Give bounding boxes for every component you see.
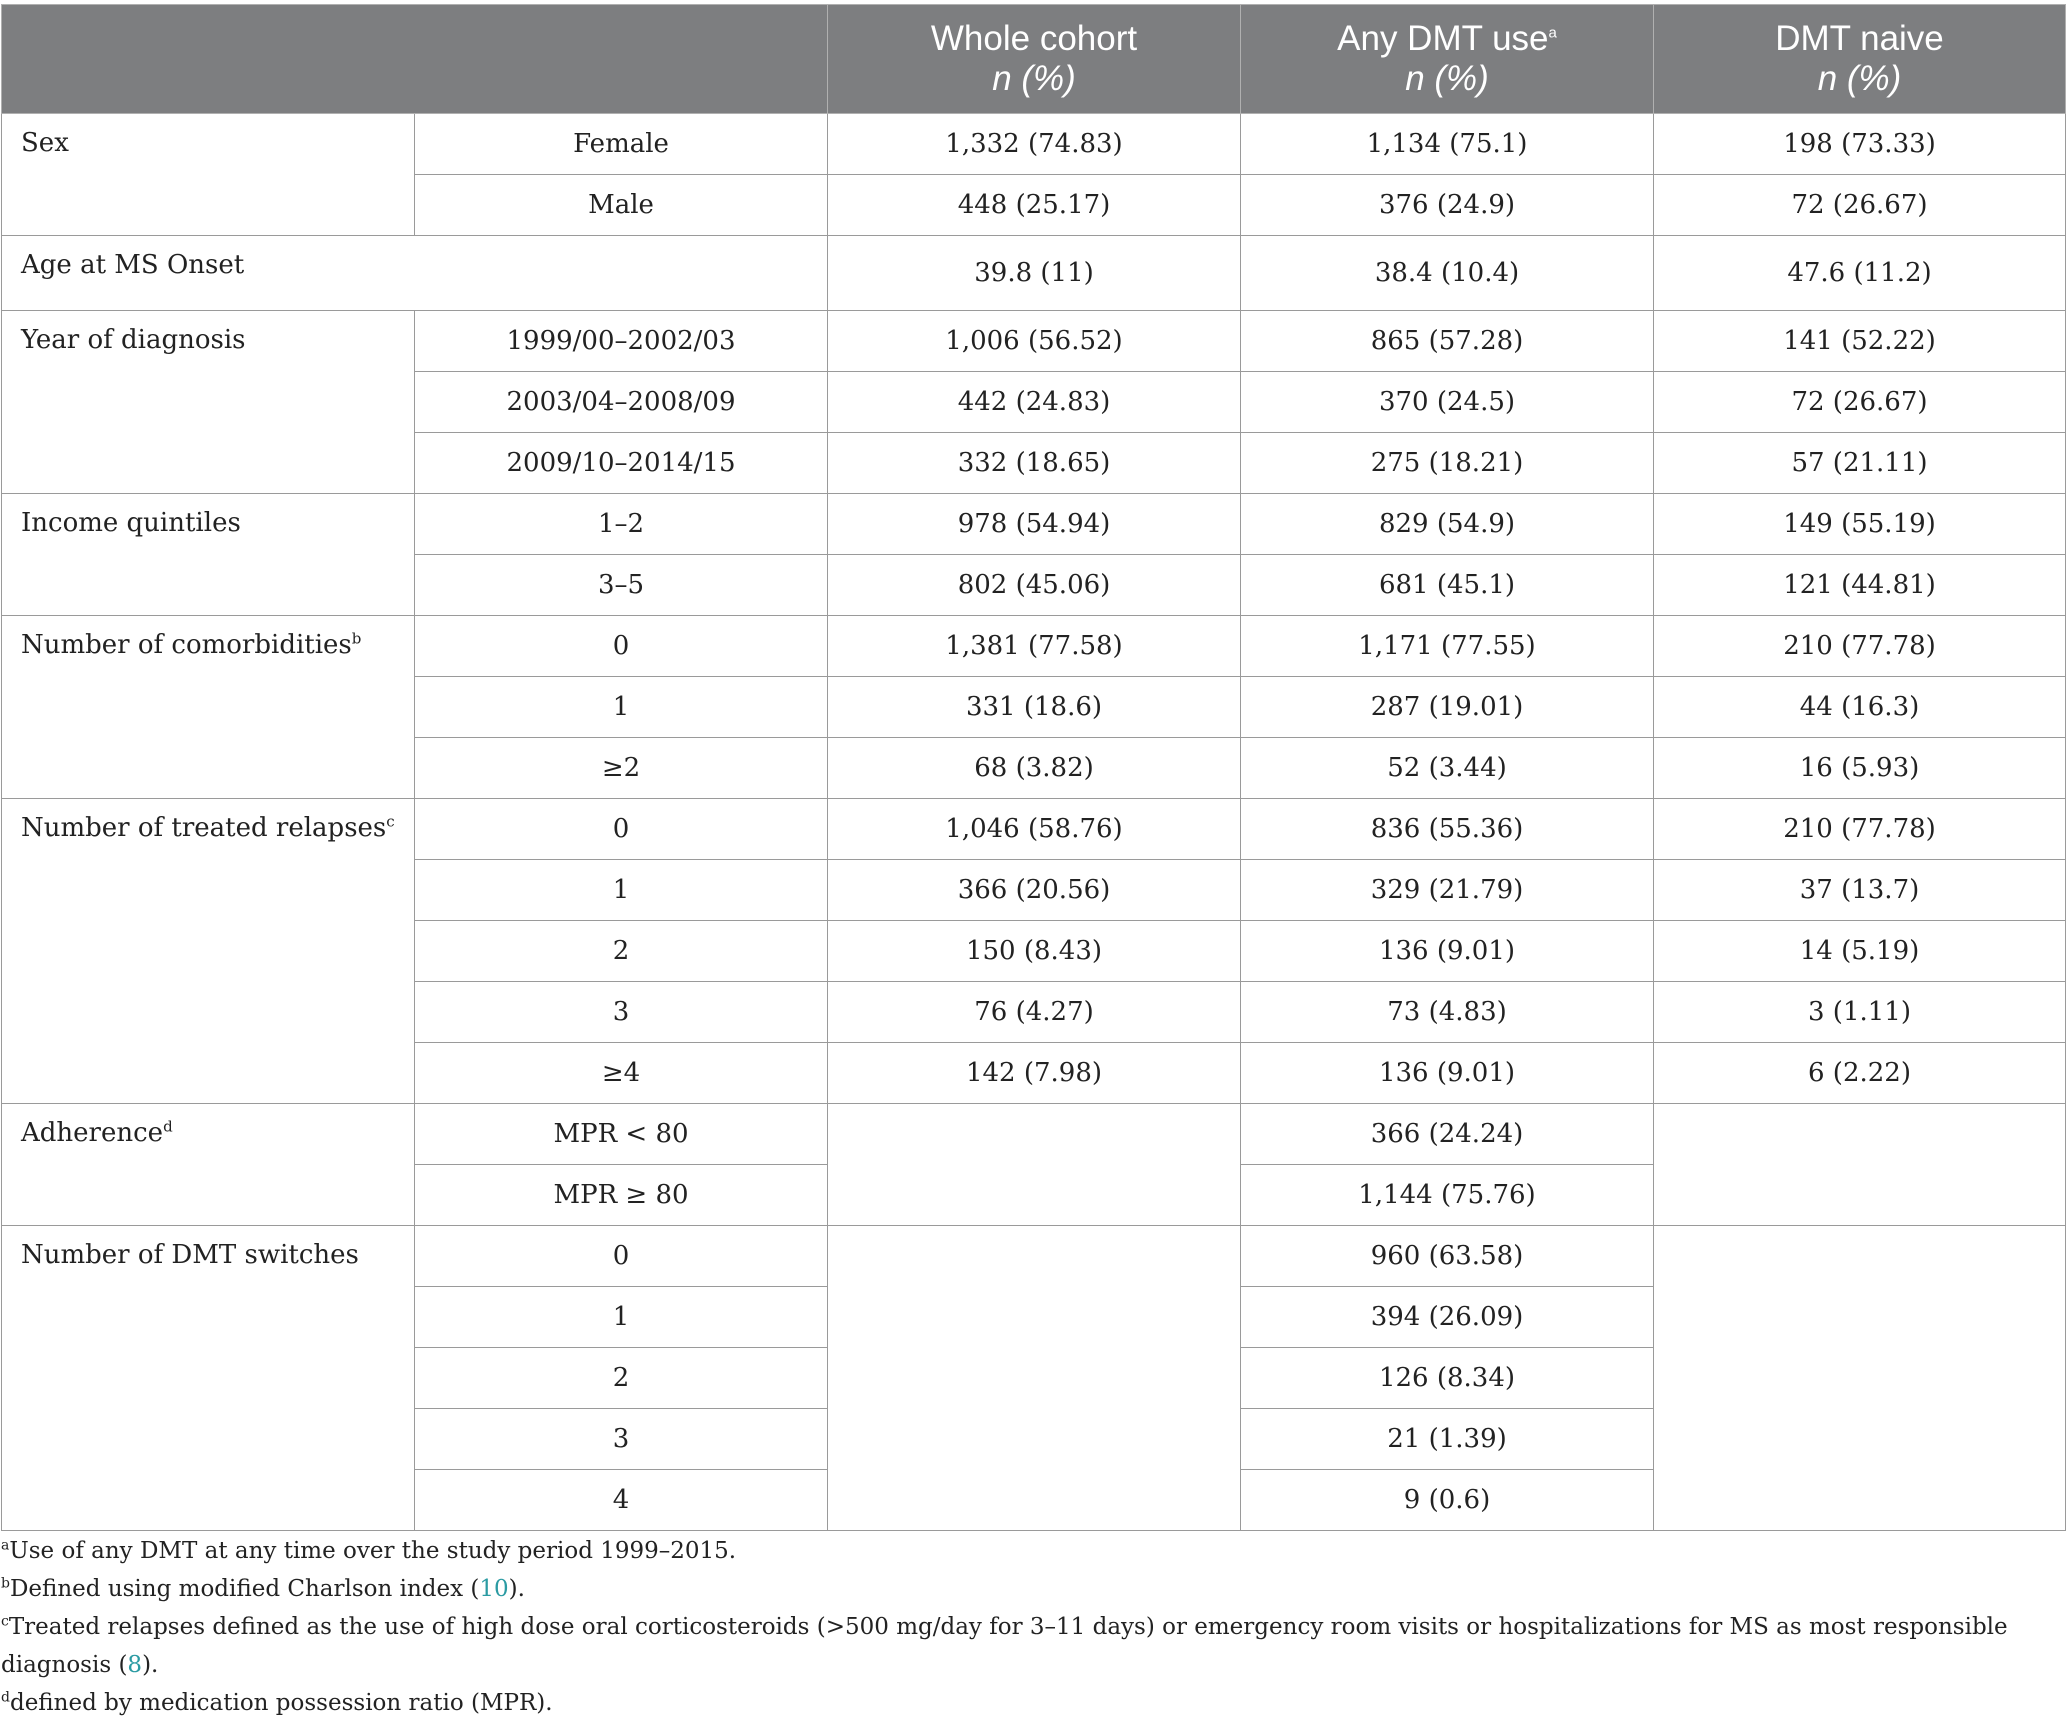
table-row (2, 799, 2066, 860)
cell-dmt-naive: 16 (5.93) (1654, 738, 2066, 799)
row-sublabel: 2003/04–2008/09 (415, 372, 828, 433)
cell-any-dmt-use: 829 (54.9) (1241, 494, 1654, 555)
cell-whole-cohort: 1,006 (56.52) (828, 311, 1241, 372)
row-sublabel: Female (415, 114, 828, 175)
cell-whole-cohort: 366 (20.56) (828, 860, 1241, 921)
row-sublabel: 4 (415, 1470, 828, 1531)
cell-dmt-naive: 210 (77.78) (1654, 799, 2066, 860)
table-body (2, 114, 2066, 1531)
cell-any-dmt-use: 329 (21.79) (1241, 860, 1654, 921)
row-sublabel: 1999/00–2002/03 (415, 311, 828, 372)
cell-dmt-naive: 44 (16.3) (1654, 677, 2066, 738)
header-subtitle: n (%) (1817, 59, 1902, 98)
cell-dmt-naive: 72 (26.67) (1654, 372, 2066, 433)
cell-whole-cohort: 1,332 (74.83) (828, 114, 1241, 175)
row-group-label (2, 616, 415, 799)
cell-any-dmt-use: 370 (24.5) (1241, 372, 1654, 433)
footnote-mark: b (1, 1575, 10, 1592)
row-group-label (2, 1104, 415, 1226)
cell-whole-cohort: 39.8 (11) (828, 236, 1241, 311)
row-sublabel: 1 (415, 677, 828, 738)
footnote-mark: a (1, 1537, 10, 1554)
row-label-text: Year of diagnosis (21, 325, 246, 355)
cell-any-dmt-use: 376 (24.9) (1241, 175, 1654, 236)
cell-dmt-naive: 14 (5.19) (1654, 921, 2066, 982)
row-sublabel: MPR ≥ 80 (415, 1165, 828, 1226)
cell-dmt-naive: 121 (44.81) (1654, 555, 2066, 616)
row-sublabel: 3 (415, 982, 828, 1043)
cell-any-dmt-use: 1,144 (75.76) (1241, 1165, 1654, 1226)
reference-link[interactable]: 8 (127, 1652, 143, 1678)
cell-any-dmt-use: 287 (19.01) (1241, 677, 1654, 738)
row-group-label (2, 114, 415, 236)
cell-any-dmt-use: 681 (45.1) (1241, 555, 1654, 616)
row-sublabel: 1–2 (415, 494, 828, 555)
cell-dmt-naive: 141 (52.22) (1654, 311, 2066, 372)
footnote-d (1, 1684, 2065, 1722)
cell-any-dmt-use: 21 (1.39) (1241, 1409, 1654, 1470)
cell-whole-cohort: 978 (54.94) (828, 494, 1241, 555)
row-sublabel: ≥4 (415, 1043, 828, 1104)
row-label-text: Income quintiles (21, 508, 241, 538)
reference-link[interactable]: 10 (479, 1576, 509, 1602)
cell-whole-cohort: 802 (45.06) (828, 555, 1241, 616)
header-any-dmt-use (1241, 5, 1654, 114)
footnote-text: defined by medication possession ratio (MPR). (9, 1690, 553, 1716)
header-dmt-naive (1654, 5, 2066, 114)
cell-any-dmt-use: 52 (3.44) (1241, 738, 1654, 799)
header-title: DMT naive (1775, 19, 1944, 58)
cell-whole-cohort: 142 (7.98) (828, 1043, 1241, 1104)
footnote-text-end: ). (508, 1576, 525, 1602)
cell-any-dmt-use: 38.4 (10.4) (1241, 236, 1654, 311)
header-whole-cohort (828, 5, 1241, 114)
row-sublabel: 2009/10–2014/15 (415, 433, 828, 494)
cell-whole-cohort: 1,381 (77.58) (828, 616, 1241, 677)
cell-dmt-naive: 210 (77.78) (1654, 616, 2066, 677)
row-sublabel: 1 (415, 860, 828, 921)
cell-whole-cohort: 442 (24.83) (828, 372, 1241, 433)
row-group-label (2, 494, 415, 616)
footnote-text-end: ). (142, 1652, 159, 1678)
cell-any-dmt-use: 136 (9.01) (1241, 921, 1654, 982)
row-sublabel: 0 (415, 1226, 828, 1287)
cell-any-dmt-use: 1,134 (75.1) (1241, 114, 1654, 175)
footnote-mark: c (386, 812, 395, 831)
row-label-text: Number of comorbidities (21, 630, 352, 660)
cell-any-dmt-use: 865 (57.28) (1241, 311, 1654, 372)
data-table (1, 4, 2066, 1531)
row-sublabel: 2 (415, 1348, 828, 1409)
cell-whole-cohort: 150 (8.43) (828, 921, 1241, 982)
cell-any-dmt-use: 9 (0.6) (1241, 1470, 1654, 1531)
cell-whole-cohort-empty (828, 1104, 1241, 1226)
cell-any-dmt-use: 126 (8.34) (1241, 1348, 1654, 1409)
cell-dmt-naive: 37 (13.7) (1654, 860, 2066, 921)
cell-any-dmt-use: 73 (4.83) (1241, 982, 1654, 1043)
footnote-text: Defined using modified Charlson index ( (9, 1576, 480, 1602)
row-label-text: Adherence (21, 1118, 164, 1148)
table-row (2, 311, 2066, 372)
cell-dmt-naive: 57 (21.11) (1654, 433, 2066, 494)
header-row (2, 5, 2066, 114)
cell-whole-cohort: 331 (18.6) (828, 677, 1241, 738)
cell-whole-cohort: 332 (18.65) (828, 433, 1241, 494)
cell-whole-cohort: 68 (3.82) (828, 738, 1241, 799)
row-sublabel: 0 (415, 616, 828, 677)
footnote-a (1, 1532, 2065, 1570)
cell-dmt-naive: 47.6 (11.2) (1654, 236, 2066, 311)
row-label-text: Number of DMT switches (21, 1240, 359, 1270)
row-sublabel: 2 (415, 921, 828, 982)
cell-any-dmt-use: 394 (26.09) (1241, 1287, 1654, 1348)
footnote-mark: b (351, 629, 362, 648)
row-label-text: Number of treated relapses (21, 813, 387, 843)
table-header (2, 5, 2066, 114)
cell-dmt-naive-empty (1654, 1104, 2066, 1226)
row-sublabel: Male (415, 175, 828, 236)
cell-dmt-naive: 149 (55.19) (1654, 494, 2066, 555)
row-group-label (2, 1226, 415, 1531)
cell-any-dmt-use: 136 (9.01) (1241, 1043, 1654, 1104)
footnote-text: Treated relapses defined as the use of high dose oral corticosteroids (>500 mg/day for 3–11 days) or emergency room visits or hospitalizations for MS as most responsible diagnosis ( (1, 1614, 2008, 1678)
header-title: Any DMT use (1337, 19, 1549, 58)
table-row (2, 1226, 2066, 1287)
row-sublabel: ≥2 (415, 738, 828, 799)
header-empty (2, 5, 828, 114)
footnote-mark: d (1, 1689, 10, 1706)
footnote-mark: c (1, 1613, 9, 1630)
row-sublabel: 0 (415, 799, 828, 860)
row-sublabel: 3–5 (415, 555, 828, 616)
cell-whole-cohort-empty (828, 1226, 1241, 1531)
footnote-c (1, 1608, 2065, 1684)
header-subtitle: n (%) (992, 59, 1076, 98)
cell-any-dmt-use: 836 (55.36) (1241, 799, 1654, 860)
cell-any-dmt-use: 960 (63.58) (1241, 1226, 1654, 1287)
row-sublabel: 1 (415, 1287, 828, 1348)
cell-whole-cohort: 1,046 (58.76) (828, 799, 1241, 860)
cell-any-dmt-use: 366 (24.24) (1241, 1104, 1654, 1165)
footnotes (1, 1532, 2065, 1722)
table-row (2, 114, 2066, 175)
row-sublabel: 3 (415, 1409, 828, 1470)
row-group-label (2, 799, 415, 1104)
table-row (2, 236, 2066, 311)
cell-whole-cohort: 448 (25.17) (828, 175, 1241, 236)
header-subtitle: n (%) (1405, 59, 1489, 98)
table-row (2, 494, 2066, 555)
footnote-text: Use of any DMT at any time over the study period 1999–2015. (9, 1538, 737, 1564)
footnote-b (1, 1570, 2065, 1608)
table-row (2, 616, 2066, 677)
row-group-label (2, 236, 828, 311)
footnote-mark: d (163, 1117, 173, 1136)
cell-dmt-naive: 198 (73.33) (1654, 114, 2066, 175)
cell-any-dmt-use: 275 (18.21) (1241, 433, 1654, 494)
cell-dmt-naive: 3 (1.11) (1654, 982, 2066, 1043)
header-title: Whole cohort (930, 19, 1138, 58)
cell-any-dmt-use: 1,171 (77.55) (1241, 616, 1654, 677)
cell-dmt-naive-empty (1654, 1226, 2066, 1531)
row-sublabel: MPR < 80 (415, 1104, 828, 1165)
row-label-text: Age at MS Onset (21, 250, 245, 280)
cell-dmt-naive: 72 (26.67) (1654, 175, 2066, 236)
table-row (2, 1104, 2066, 1165)
cell-whole-cohort: 76 (4.27) (828, 982, 1241, 1043)
cell-dmt-naive: 6 (2.22) (1654, 1043, 2066, 1104)
header-footnote-mark: a (1548, 24, 1557, 42)
row-label-text: Sex (21, 128, 69, 158)
row-group-label (2, 311, 415, 494)
